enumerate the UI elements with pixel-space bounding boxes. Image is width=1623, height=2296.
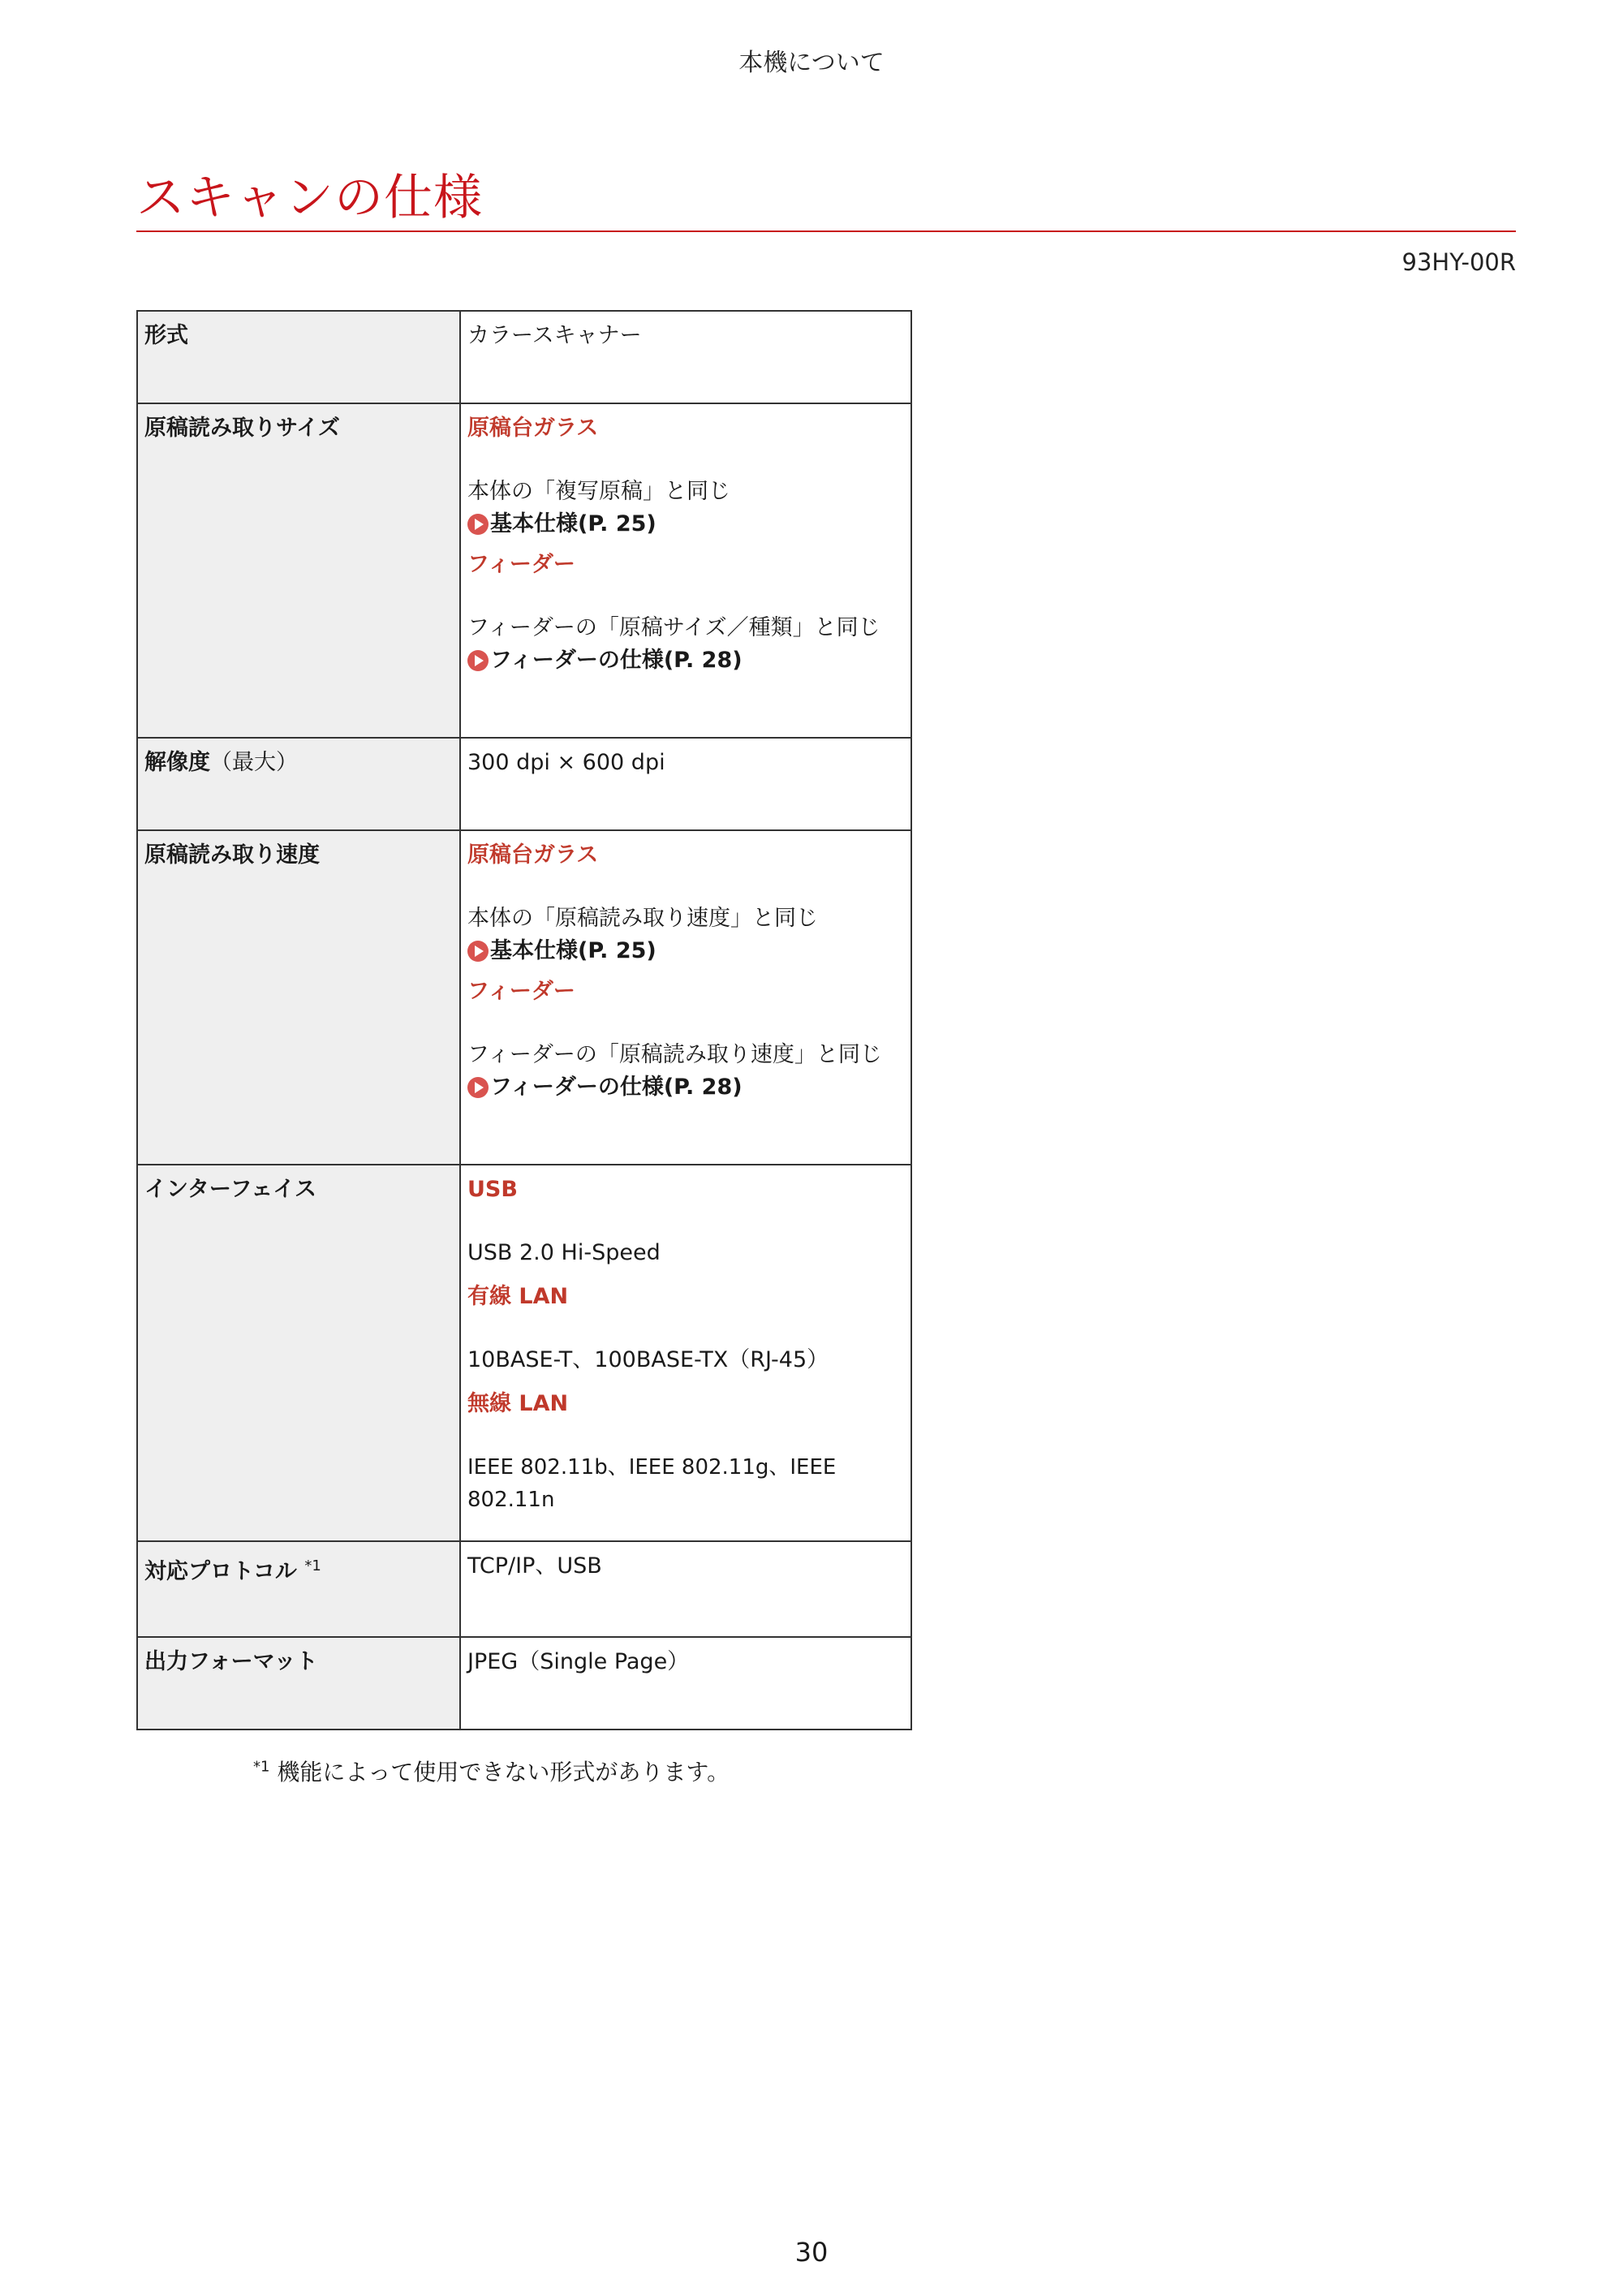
row-value [460, 1165, 911, 1541]
play-circle-icon [467, 650, 489, 671]
row-value: TCP/IP、USB [460, 1541, 911, 1637]
row-label: 対応プロトコル $^{*1}$ [137, 1541, 460, 1637]
table-row [137, 1165, 911, 1541]
table-row [137, 738, 911, 830]
row-value [460, 830, 911, 1165]
page-number: 30 [794, 2237, 829, 2268]
page-title: スキャンの仕様 [136, 170, 483, 226]
row-label: インターフェイス [137, 1165, 460, 1541]
feeder-text: フィーダーの「原稿サイズ／種類」と同じ [467, 615, 880, 640]
row-value: 300 dpi × 600 dpi [460, 738, 911, 830]
chapter-header: 本機について [738, 49, 885, 77]
row-value: カラースキャナー [460, 311, 911, 403]
subheading-glass: 原稿台ガラス [467, 842, 599, 868]
link-feeder-spec[interactable] [467, 1071, 904, 1104]
glass-text: 本体の「原稿読み取り速度」と同じ [467, 906, 818, 931]
subheading-glass: 原稿台ガラス [467, 416, 599, 441]
play-circle-icon [467, 1077, 489, 1098]
subheading-feeder: フィーダー [467, 979, 575, 1004]
subheading-feeder: フィーダー [467, 552, 575, 577]
row-label: 原稿読み取りサイズ [137, 403, 460, 738]
table-row [137, 1637, 911, 1730]
spec-table [136, 310, 912, 1730]
table-row [137, 1541, 911, 1637]
link-basic-spec[interactable] [467, 508, 904, 541]
row-label: 原稿読み取り速度 [137, 830, 460, 1165]
link-label: 基本仕様(P. 25) [490, 511, 657, 536]
subheading-usb: USB [467, 1177, 518, 1202]
play-circle-icon [467, 514, 489, 535]
row-value [460, 403, 911, 738]
row-label: 出力フォーマット [137, 1637, 460, 1730]
link-basic-spec[interactable] [467, 935, 904, 967]
footnote [253, 1755, 730, 1787]
row-label: 形式 [137, 311, 460, 403]
link-label: フィーダーの仕様(P. 28) [490, 648, 743, 673]
table-row [137, 403, 911, 738]
usb-text: USB 2.0 Hi-Speed [467, 1240, 661, 1265]
row-value: JPEG（Single Page） [460, 1637, 911, 1730]
document-code: 93HY-00R [1401, 248, 1516, 276]
subheading-wireless-lan: 無線 LAN [467, 1391, 569, 1416]
link-feeder-spec[interactable] [467, 644, 904, 677]
glass-text: 本体の「複写原稿」と同じ [467, 479, 730, 504]
table-row [137, 311, 911, 403]
link-label: フィーダーの仕様(P. 28) [490, 1075, 743, 1100]
subheading-wired-lan: 有線 LAN [467, 1284, 569, 1309]
footnote-mark: *1 [253, 1758, 270, 1776]
wired-lan-text: 10BASE-T、100BASE-TX（RJ-45） [467, 1347, 829, 1372]
play-circle-icon [467, 941, 489, 962]
feeder-text: フィーダーの「原稿読み取り速度」と同じ [467, 1042, 882, 1067]
title-divider [136, 230, 1516, 232]
footnote-text: 機能によって使用できない形式があります。 [277, 1759, 730, 1786]
table-row [137, 830, 911, 1165]
row-label: 解像度（最大） [137, 738, 460, 830]
wireless-lan-text: IEEE 802.11b、IEEE 802.11g、IEEE 802.11n [467, 1455, 837, 1512]
link-label: 基本仕様(P. 25) [490, 938, 657, 963]
